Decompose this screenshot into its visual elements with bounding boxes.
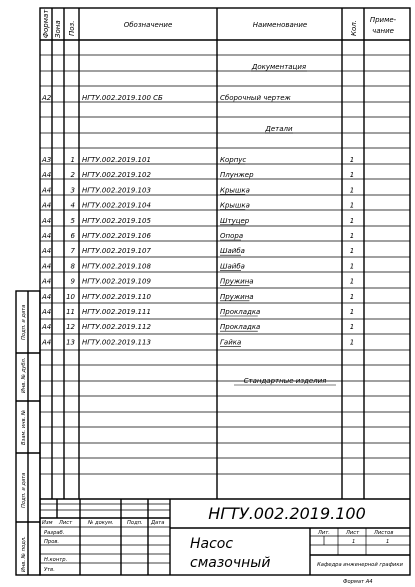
part-pos: 12 bbox=[66, 323, 75, 332]
part-qty: 1 bbox=[349, 292, 355, 301]
part-designation: НГТУ.002.2019.107 bbox=[82, 247, 151, 256]
part-pos: 13 bbox=[66, 338, 75, 347]
part-pos: 11 bbox=[66, 308, 75, 316]
table-row bbox=[41, 186, 354, 194]
part-name: Пружина bbox=[220, 277, 254, 286]
part-pos: 4 bbox=[70, 201, 75, 210]
header-qty: Кол. bbox=[350, 20, 358, 36]
table-row bbox=[41, 156, 354, 164]
part-designation: НГТУ.002.2019.106 bbox=[82, 232, 151, 240]
tb-sheet: Лист bbox=[346, 530, 360, 536]
table-row bbox=[41, 262, 354, 270]
part-designation: НГТУ.002.2019.108 bbox=[82, 262, 151, 271]
part-pos: 7 bbox=[70, 247, 75, 256]
tb-role-dev: Разраб. bbox=[44, 530, 65, 536]
header-note-2: чание bbox=[372, 27, 394, 35]
part-name: Шайба bbox=[220, 262, 245, 271]
header-note-1: Приме- bbox=[369, 16, 397, 24]
table-row bbox=[41, 171, 354, 179]
header-pos: Поз. bbox=[68, 20, 76, 36]
part-format: А4 bbox=[42, 201, 52, 210]
part-qty: 1 bbox=[349, 186, 355, 195]
doc-row-designation: НГТУ.002.2019.100 СБ bbox=[82, 94, 163, 102]
table-row bbox=[41, 232, 354, 240]
section-parts: Детали bbox=[265, 125, 293, 133]
part-qty: 1 bbox=[349, 201, 355, 210]
parts-table bbox=[41, 156, 354, 346]
tb-title-line1: Насос bbox=[190, 536, 234, 552]
part-format: А4 bbox=[42, 232, 52, 240]
part-qty: 1 bbox=[349, 262, 355, 271]
tb-sheets: Листов bbox=[374, 530, 394, 536]
tb-col-izm: Изм bbox=[42, 520, 53, 526]
tb-org: Кафедра инженерной графики bbox=[317, 562, 403, 568]
part-designation: НГТУ.002.2019.104 bbox=[82, 201, 151, 210]
part-format: А4 bbox=[42, 323, 52, 332]
tb-col-date: Дата bbox=[151, 520, 165, 526]
table-row bbox=[41, 217, 354, 225]
tb-col-list: Лист bbox=[59, 520, 73, 526]
part-name: Плунжер bbox=[220, 171, 254, 180]
part-designation: НГТУ.002.2019.102 bbox=[82, 171, 151, 180]
table-row bbox=[41, 308, 354, 316]
doc-row-name: Сборочный чертеж bbox=[220, 94, 291, 102]
part-name: Прокладка bbox=[220, 308, 261, 316]
part-designation: НГТУ.002.2019.101 bbox=[82, 156, 151, 164]
part-qty: 1 bbox=[349, 216, 355, 225]
part-name: Крышка bbox=[220, 186, 250, 195]
part-pos: 2 bbox=[70, 171, 75, 180]
part-pos: 8 bbox=[70, 262, 75, 271]
tb-lit: Лит. bbox=[318, 530, 330, 536]
footer-format: Формат А4 bbox=[343, 579, 373, 585]
table-row bbox=[41, 278, 354, 286]
table-row bbox=[41, 338, 354, 346]
part-name: Прокладка bbox=[220, 323, 261, 332]
table-row bbox=[41, 293, 354, 301]
tb-role-check: Пров. bbox=[44, 539, 60, 545]
part-name: Штуцер bbox=[220, 216, 250, 225]
header-name: Наименование bbox=[252, 21, 308, 29]
part-qty: 1 bbox=[349, 171, 355, 180]
part-format: А4 bbox=[42, 262, 52, 271]
tb-sheets-val: 1 bbox=[386, 539, 390, 545]
part-designation: НГТУ.002.2019.103 bbox=[82, 186, 151, 195]
tb-col-doc: № докум. bbox=[88, 520, 114, 526]
table-row bbox=[41, 247, 354, 255]
part-qty: 1 bbox=[349, 323, 355, 332]
part-designation: НГТУ.002.2019.111 bbox=[82, 308, 151, 316]
tb-code: НГТУ.002.2019.100 bbox=[208, 504, 366, 523]
part-designation: НГТУ.002.2019.113 bbox=[82, 338, 151, 347]
part-pos: 3 bbox=[70, 186, 75, 195]
part-format: А4 bbox=[42, 186, 52, 195]
part-format: А3 bbox=[42, 156, 52, 164]
doc-row-format: А2 bbox=[42, 94, 52, 102]
part-format: А4 bbox=[42, 338, 52, 347]
part-designation: НГТУ.002.2019.110 bbox=[82, 292, 151, 301]
left-inv-dubl: Инв. № дубл. bbox=[21, 357, 27, 393]
part-name: Крышка bbox=[220, 201, 250, 210]
left-vzam-inv: Взам. инв. № bbox=[21, 409, 27, 445]
part-qty: 1 bbox=[349, 308, 355, 316]
part-format: А4 bbox=[42, 247, 52, 256]
part-format: А4 bbox=[42, 216, 52, 225]
part-qty: 1 bbox=[349, 277, 355, 286]
tb-col-sign: Подп. bbox=[127, 520, 143, 526]
section-documentation: Документация bbox=[251, 63, 307, 71]
tb-sheet-val: 1 bbox=[352, 539, 356, 545]
part-name: Пружина bbox=[220, 292, 254, 301]
part-qty: 1 bbox=[349, 247, 355, 256]
tb-role-approve: Утв. bbox=[44, 567, 55, 573]
part-name: Шайба bbox=[220, 247, 245, 256]
part-pos: 9 bbox=[70, 277, 75, 286]
tb-title-line2: смазочный bbox=[190, 555, 271, 571]
part-pos: 5 bbox=[70, 216, 75, 225]
section-standard: Стандартные изделия bbox=[243, 377, 327, 385]
part-name: Гайка bbox=[220, 338, 242, 347]
left-stamp bbox=[16, 291, 40, 575]
part-format: А4 bbox=[42, 292, 52, 301]
part-pos: 6 bbox=[70, 232, 75, 240]
header-format: Формат bbox=[42, 9, 50, 38]
header-designation: Обозначение bbox=[123, 21, 173, 29]
part-name: Корпус bbox=[220, 156, 247, 164]
part-designation: НГТУ.002.2019.109 bbox=[82, 277, 151, 286]
header-zone: Зона bbox=[54, 20, 62, 38]
part-format: А4 bbox=[42, 277, 52, 286]
part-name: Опора bbox=[220, 232, 244, 240]
part-designation: НГТУ.002.2019.105 bbox=[82, 216, 151, 225]
part-pos: 10 bbox=[66, 292, 75, 301]
left-sign-date-2: Подп. и дата bbox=[21, 472, 27, 508]
table-row bbox=[41, 323, 354, 331]
part-qty: 1 bbox=[349, 338, 355, 347]
part-qty: 1 bbox=[349, 232, 355, 240]
left-inv-podl: Инв. № подл. bbox=[21, 536, 27, 572]
part-format: А4 bbox=[42, 171, 52, 180]
part-designation: НГТУ.002.2019.112 bbox=[82, 323, 151, 332]
left-sign-date-1: Подп. и дата bbox=[21, 304, 27, 340]
part-qty: 1 bbox=[349, 156, 355, 164]
part-format: А4 bbox=[42, 308, 52, 316]
table-row bbox=[41, 202, 354, 210]
tb-role-ncontr: Н.контр. bbox=[44, 557, 68, 563]
part-pos: 1 bbox=[70, 156, 75, 164]
